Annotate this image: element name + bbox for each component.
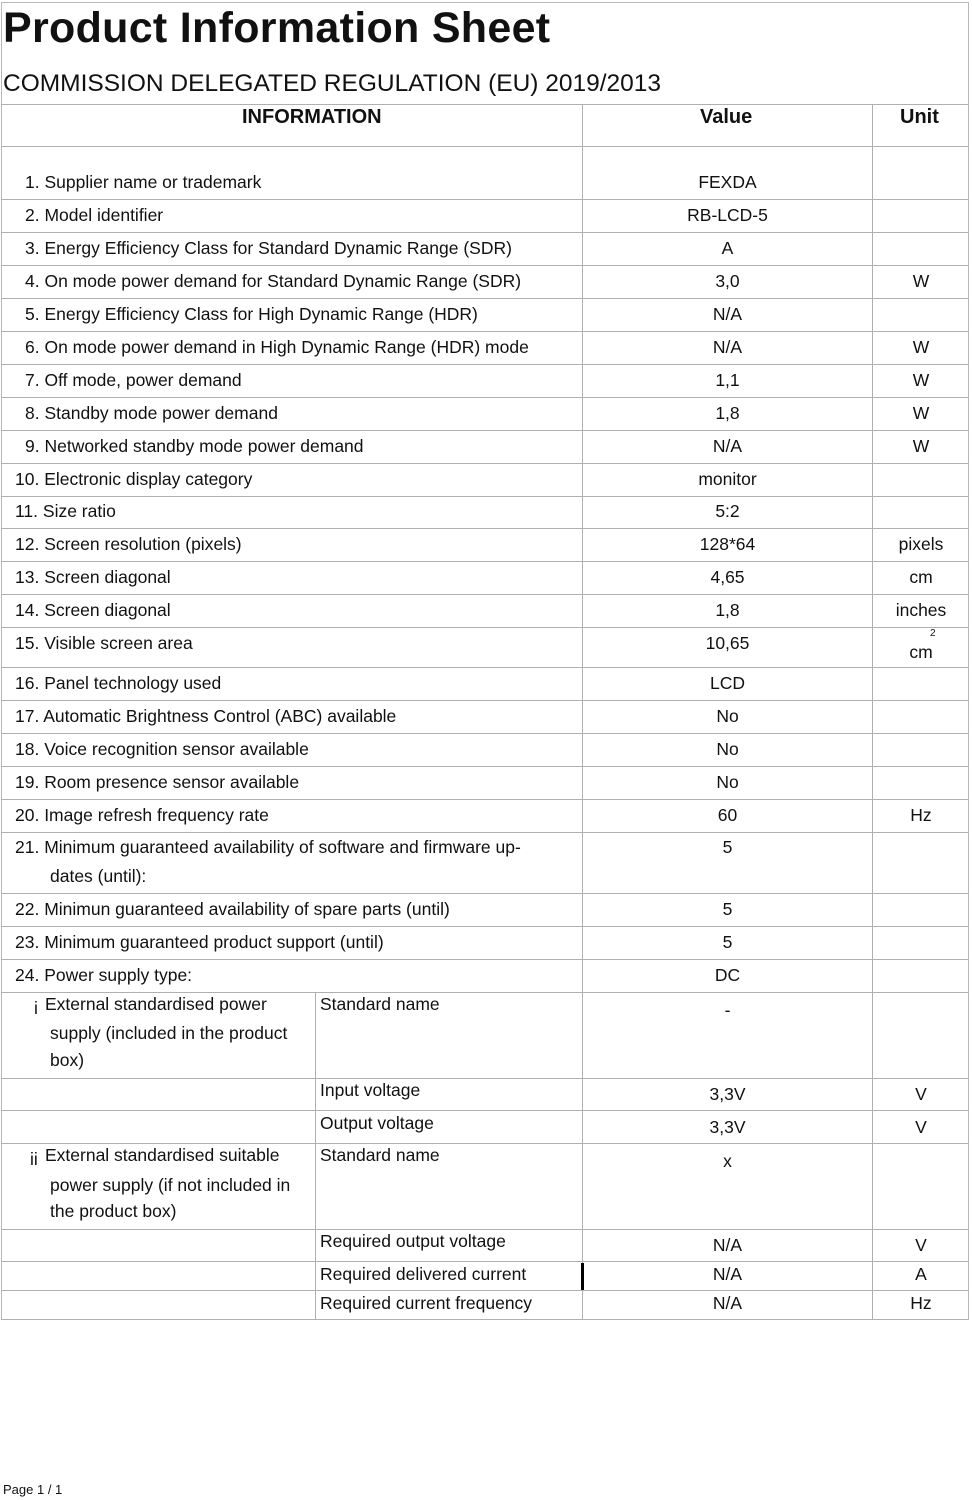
row-separator <box>1 992 969 993</box>
row-separator <box>1 799 969 800</box>
row-separator <box>1 926 969 927</box>
row-value: 5 <box>722 899 733 919</box>
row-separator <box>1 265 969 266</box>
row-value: No <box>716 706 739 726</box>
row-label: 8. Standby mode power demand <box>25 403 278 423</box>
row-label: 14. Screen diagonal <box>15 600 171 620</box>
power-field-name: Required delivered current <box>320 1264 527 1284</box>
sub-item-label: supply (included in the product <box>50 1023 288 1043</box>
row-separator <box>1 430 969 431</box>
row-separator <box>1 364 969 365</box>
row-label: 2. Model identifier <box>25 205 164 225</box>
power-field-name: Input voltage <box>320 1080 421 1100</box>
row-value: FEXDA <box>698 172 757 192</box>
sub-item-marker: i <box>34 998 38 1018</box>
row-unit: inches <box>895 600 947 620</box>
power-field-value: 3,3V <box>709 1117 746 1137</box>
row-separator <box>1 1229 969 1230</box>
row-separator <box>1 528 969 529</box>
row-label: 6. On mode power demand in High Dynamic Range (HDR) mode <box>25 337 529 357</box>
row-label: 22. Minimun guaranteed availability of spare parts (until) <box>15 899 450 919</box>
row-value: DC <box>714 965 741 985</box>
row-separator <box>1 1143 969 1144</box>
row-label: 9. Networked standby mode power demand <box>25 436 364 456</box>
row-label: 5. Energy Efficiency Class for High Dynamic Range (HDR) <box>25 304 478 324</box>
row-separator <box>1 627 969 628</box>
power-field-value: N/A <box>712 1264 743 1284</box>
power-field-value: - <box>724 1000 731 1020</box>
row-value: 10,65 <box>705 633 750 653</box>
row-separator <box>1 733 969 734</box>
power-field-name: Required current frequency <box>320 1293 533 1313</box>
power-field-name: Standard name <box>320 1145 440 1165</box>
row-separator <box>1 959 969 960</box>
row-unit: W <box>912 403 930 423</box>
regulation-subtitle: COMMISSION DELEGATED REGULATION (EU) 2019/2013 <box>3 70 662 97</box>
header-value: Value <box>700 106 753 128</box>
sub-item-label: box) <box>50 1050 85 1070</box>
unit-superscript: 2 <box>930 628 936 639</box>
power-field-value: 3,3V <box>709 1084 746 1104</box>
row-separator <box>1 561 969 562</box>
row-unit: W <box>912 370 930 390</box>
row-value: 5 <box>722 837 733 857</box>
row-label-continued: dates (until): <box>50 866 147 886</box>
row-separator <box>1 1078 969 1079</box>
sub-item-label: the product box) <box>50 1201 177 1221</box>
row-value: No <box>716 739 739 759</box>
header-unit: Unit <box>900 106 939 128</box>
row-label: 1. Supplier name or trademark <box>25 172 262 192</box>
row-label: 18. Voice recognition sensor available <box>15 739 309 759</box>
sub-item-label: power supply (if not included in <box>50 1175 291 1195</box>
row-value: 3,0 <box>715 271 740 291</box>
row-unit: W <box>912 436 930 456</box>
power-field-unit: V <box>915 1117 927 1137</box>
row-label: 17. Automatic Brightness Control (ABC) available <box>15 706 397 726</box>
row-separator <box>1 594 969 595</box>
power-field-name: Output voltage <box>320 1113 434 1133</box>
row-separator <box>1 1290 969 1291</box>
row-label: 7. Off mode, power demand <box>25 370 242 390</box>
row-separator <box>1 766 969 767</box>
row-value: LCD <box>709 673 745 693</box>
row-unit: pixels <box>898 534 944 554</box>
row-label: 11. Size ratio <box>15 501 116 521</box>
sub-column-divider <box>315 992 316 1320</box>
header-bottom-rule <box>1 146 969 147</box>
row-value: N/A <box>712 304 743 324</box>
page-title: Product Information Sheet <box>3 4 551 52</box>
power-field-value: N/A <box>712 1293 743 1313</box>
row-label: 20. Image refresh frequency rate <box>15 805 269 825</box>
row-value: A <box>721 238 734 258</box>
row-separator <box>1 667 969 668</box>
row-value: 5:2 <box>715 501 740 521</box>
row-value: 1,8 <box>715 403 740 423</box>
row-separator <box>1 1261 969 1262</box>
row-unit: Hz <box>910 805 932 825</box>
row-label: 24. Power supply type: <box>15 965 193 985</box>
sub-item-label: External standardised suitable <box>45 1145 280 1165</box>
row-separator <box>1 397 969 398</box>
row-separator <box>1 463 969 464</box>
row-value: No <box>716 772 739 792</box>
power-field-name: Required output voltage <box>320 1231 506 1251</box>
row-value: 5 <box>722 932 733 952</box>
row-separator <box>1 199 969 200</box>
row-separator <box>1 893 969 894</box>
row-separator <box>1 1319 969 1320</box>
power-field-name: Standard name <box>320 994 440 1014</box>
row-separator <box>1 1110 969 1111</box>
row-value: 1,8 <box>715 600 740 620</box>
row-value: 128*64 <box>699 534 756 554</box>
row-label: 23. Minimum guaranteed product support (until) <box>15 932 384 952</box>
row-label: 16. Panel technology used <box>15 673 222 693</box>
page-footer: Page 1 / 1 <box>3 1482 63 1497</box>
header-information: INFORMATION <box>242 106 382 128</box>
row-unit: W <box>912 337 930 357</box>
sub-item-label: External standardised power <box>45 994 267 1014</box>
row-label: 13. Screen diagonal <box>15 567 171 587</box>
row-label: 19. Room presence sensor available <box>15 772 300 792</box>
row-label: 4. On mode power demand for Standard Dynamic Range (SDR) <box>25 271 522 291</box>
row-separator <box>1 298 969 299</box>
power-field-value: N/A <box>712 1235 743 1255</box>
row-value: 1,1 <box>715 370 740 390</box>
row-value: monitor <box>698 469 757 489</box>
row-value: RB-LCD-5 <box>687 205 768 225</box>
power-field-unit: A <box>915 1264 927 1284</box>
row-value: N/A <box>712 436 743 456</box>
row-label: 21. Minimum guaranteed availability of software and firmware up- <box>15 837 521 857</box>
row-label: 10. Electronic display category <box>15 469 253 489</box>
row-unit: W <box>912 271 930 291</box>
sub-item-marker: ii <box>30 1149 38 1169</box>
power-field-unit: Hz <box>910 1293 932 1313</box>
row-label: 12. Screen resolution (pixels) <box>15 534 242 554</box>
row-unit: cm <box>909 567 933 587</box>
row-separator <box>1 700 969 701</box>
row-value: N/A <box>712 337 743 357</box>
power-field-unit: V <box>915 1084 927 1104</box>
row-separator <box>1 496 969 497</box>
header-top-rule <box>1 104 969 105</box>
row-unit: cm <box>909 642 933 662</box>
row-separator <box>1 331 969 332</box>
row-separator <box>1 832 969 833</box>
power-field-value: x <box>723 1151 732 1171</box>
row-label: 3. Energy Efficiency Class for Standard Dynamic Range (SDR) <box>25 238 512 258</box>
row-label: 15. Visible screen area <box>15 633 193 653</box>
power-field-unit: V <box>915 1235 927 1255</box>
row-separator <box>1 232 969 233</box>
row-value: 4,65 <box>710 567 745 587</box>
row-value: 60 <box>717 805 738 825</box>
